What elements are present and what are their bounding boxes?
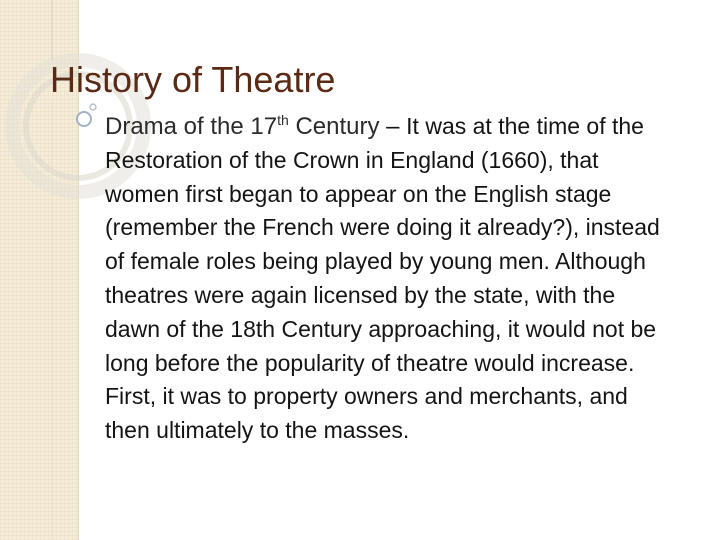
small-ring-decoration xyxy=(90,104,96,110)
bullet-ring-icon xyxy=(77,112,91,126)
bullet-lead xyxy=(105,113,379,140)
bullet-text: It was at the time of the Restoration of the Crown in England (1660), that women first began to appear on the English stage (remember the French were doing it already?), instead of female roles being played by young men. Although theatres were again licensed by the state, with the dawn of the 18th Century approaching, it would not be long before the popularity of theatre would increase. First, it was to property owners and merchants, and then ultimately to the masses. xyxy=(105,113,660,444)
lead-superscript: th xyxy=(277,112,289,128)
lead-dash: – xyxy=(379,113,407,140)
lead-suffix: Century xyxy=(288,113,380,140)
bullet-paragraph xyxy=(105,110,675,448)
lead-prefix: Drama of the 17 xyxy=(105,113,278,140)
slide-title: History of Theatre xyxy=(50,59,336,100)
